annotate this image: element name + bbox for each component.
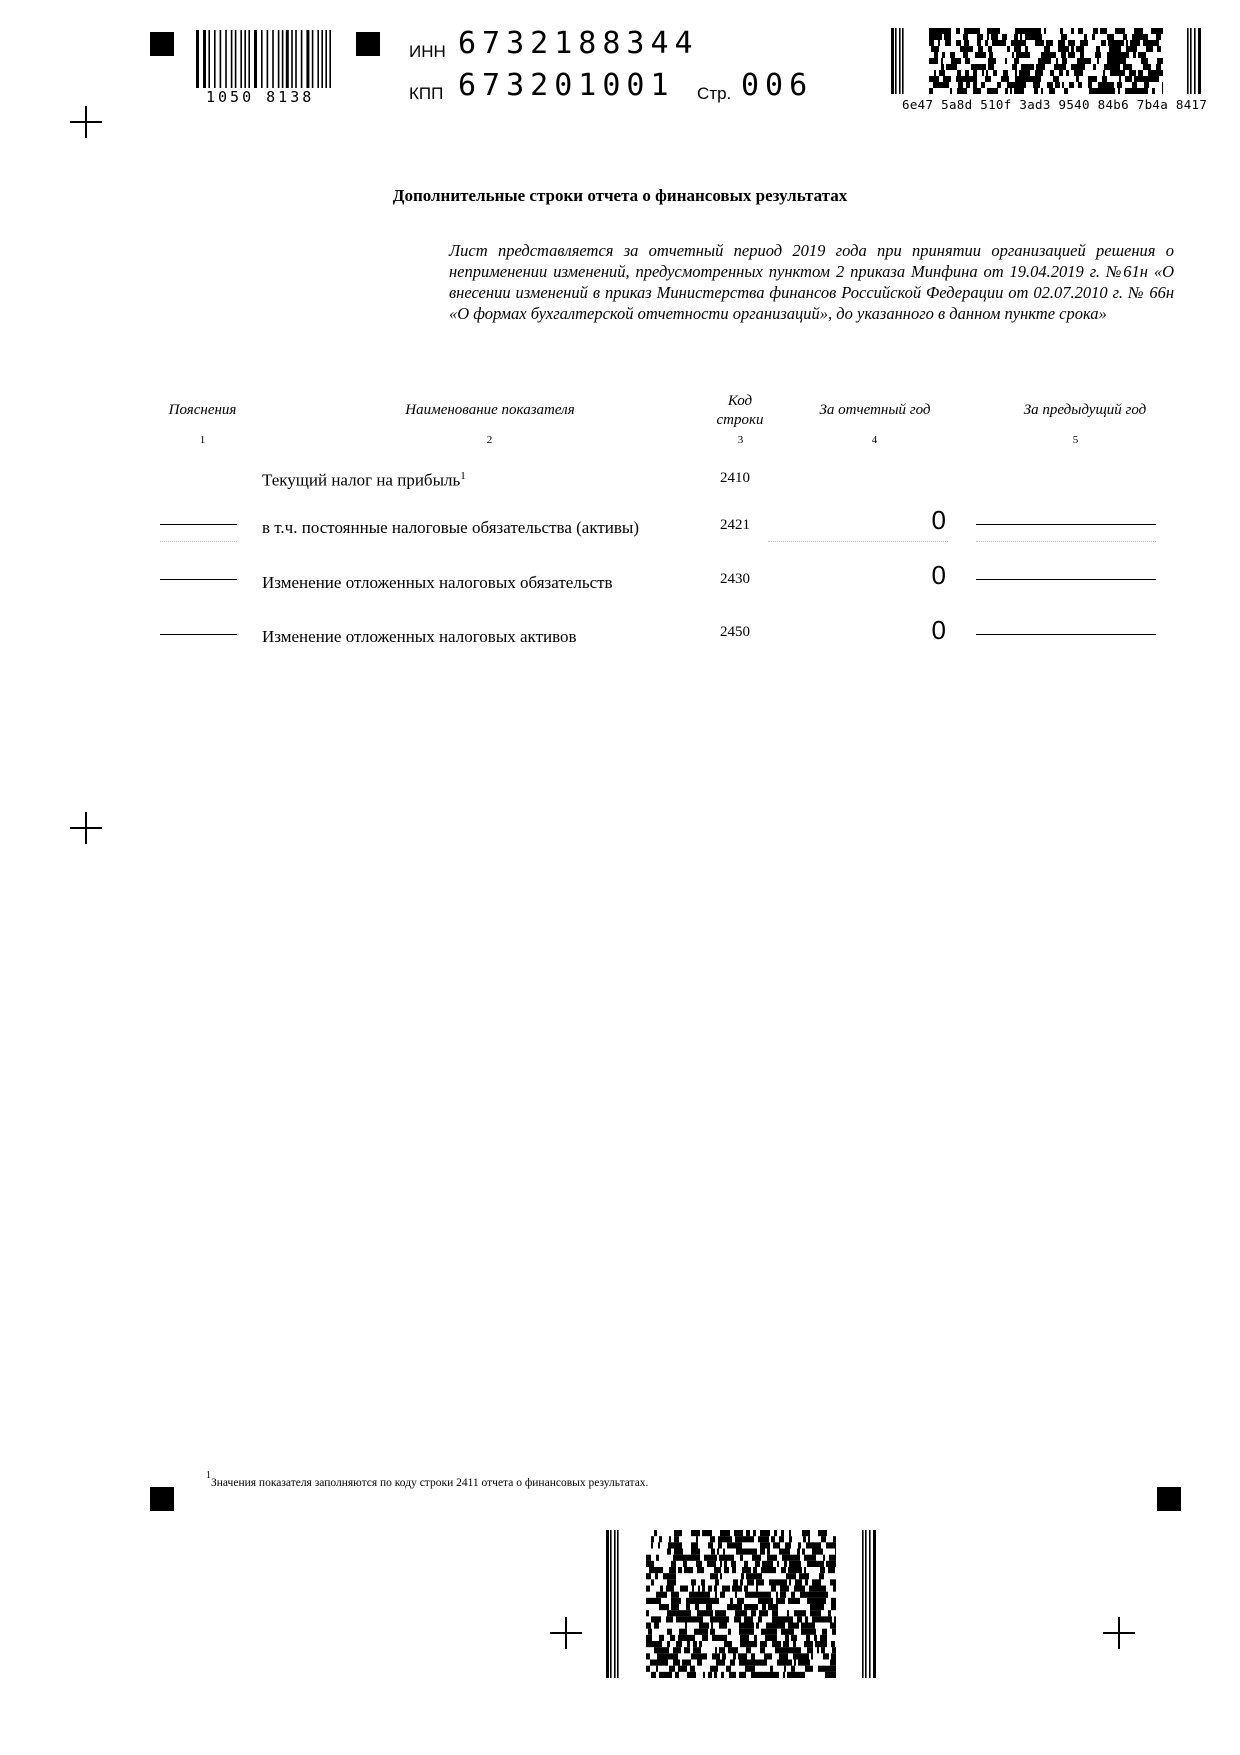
hash-code: 6e47 5a8d 510f 3ad3 9540 84b6 7b4a 8417	[902, 97, 1208, 112]
column-number-5: 5	[1072, 434, 1079, 446]
row-2421-current-value: 0	[931, 505, 946, 535]
row-2421-code: 2421	[720, 517, 750, 533]
barcode-number: 1050 8138	[206, 88, 315, 106]
row-2410-name	[262, 470, 466, 491]
row-2421-name: в т.ч. постоянные налоговые обязательства (активы)	[262, 518, 640, 537]
page-value: 006	[741, 68, 814, 103]
kpp-value: 673201001	[458, 68, 675, 103]
row-2450-current-value: 0	[931, 615, 946, 645]
header-current-year: За отчетный год	[819, 402, 931, 418]
registration-mark-bottom-left	[150, 1487, 174, 1511]
column-number-4: 4	[871, 434, 878, 446]
row-2450-previous-dash	[976, 634, 1156, 635]
row-2450-code: 2450	[720, 624, 750, 640]
row-2421-previous-dash	[976, 524, 1156, 525]
crosshair-mark-middle-left	[70, 812, 102, 844]
row-2421-previous-dotline	[976, 541, 1156, 542]
header-indicator-name: Наименование показателя	[405, 402, 575, 418]
kpp-label: КПП	[409, 84, 444, 103]
row-2450-explanation-dash	[160, 634, 237, 635]
registration-mark-top-middle	[356, 32, 380, 56]
footnote-text: Значения показателя заполняются по коду строки 2411 отчета о финансовых результатах.	[211, 1476, 649, 1489]
row-2421-explanation-dotline	[160, 541, 237, 542]
header-line-code-2: строки	[716, 412, 764, 428]
row-2450-name: Изменение отложенных налоговых активов	[262, 627, 577, 646]
footnote-ref: 1	[460, 470, 466, 482]
registration-mark-top-left	[150, 32, 174, 56]
header-explanations: Пояснения	[168, 402, 237, 418]
page-label: Стр.	[697, 84, 732, 103]
crosshair-mark-bottom-left	[550, 1617, 582, 1649]
header-line-code	[700, 392, 780, 430]
header-line-code-1: Код	[727, 393, 753, 409]
row-2421-current-dotline	[768, 541, 948, 542]
pdf417-barcode-bottom	[606, 1530, 876, 1678]
row-2430-name: Изменение отложенных налоговых обязательств	[262, 573, 613, 592]
row-2410-code: 2410	[720, 470, 750, 486]
inn-label: ИНН	[409, 42, 446, 61]
inn-value: 6732188344	[458, 26, 699, 61]
crosshair-mark-top-left	[70, 106, 102, 138]
row-2421-explanation-dash	[160, 524, 237, 525]
linear-barcode	[196, 30, 336, 88]
footnote	[206, 1470, 649, 1489]
row-2430-explanation-dash	[160, 579, 237, 580]
column-number-2: 2	[486, 434, 493, 446]
row-2430-previous-dash	[976, 579, 1156, 580]
footnote-number: 1	[206, 1470, 211, 1481]
document-title: Дополнительные строки отчета о финансовых результатах	[392, 186, 848, 205]
crosshair-mark-bottom-right	[1103, 1617, 1135, 1649]
header-previous-year: За предыдущий год	[1023, 402, 1147, 418]
column-number-1: 1	[199, 434, 206, 446]
column-number-3: 3	[737, 434, 744, 446]
pdf417-barcode-top	[891, 28, 1201, 94]
document-note: Лист представляется за отчетный период 2019 года при принятии организацией решения о неприменении изменений, предусмотренных пунктом 2 приказа Минфина от 19.04.2019 г. №61н «О внесении изменений в приказ Министерства финансов Российской Федерации от 02.07.2010 г. № 66н «О формах бухгалтерской отчетности организаций», до указанного в данном пункте срока»	[449, 241, 1174, 323]
row-2430-current-value: 0	[931, 560, 946, 590]
registration-mark-bottom-right	[1157, 1487, 1181, 1511]
row-2410-name-text: Текущий налог на прибыль	[262, 470, 461, 490]
row-2430-code: 2430	[720, 571, 750, 587]
